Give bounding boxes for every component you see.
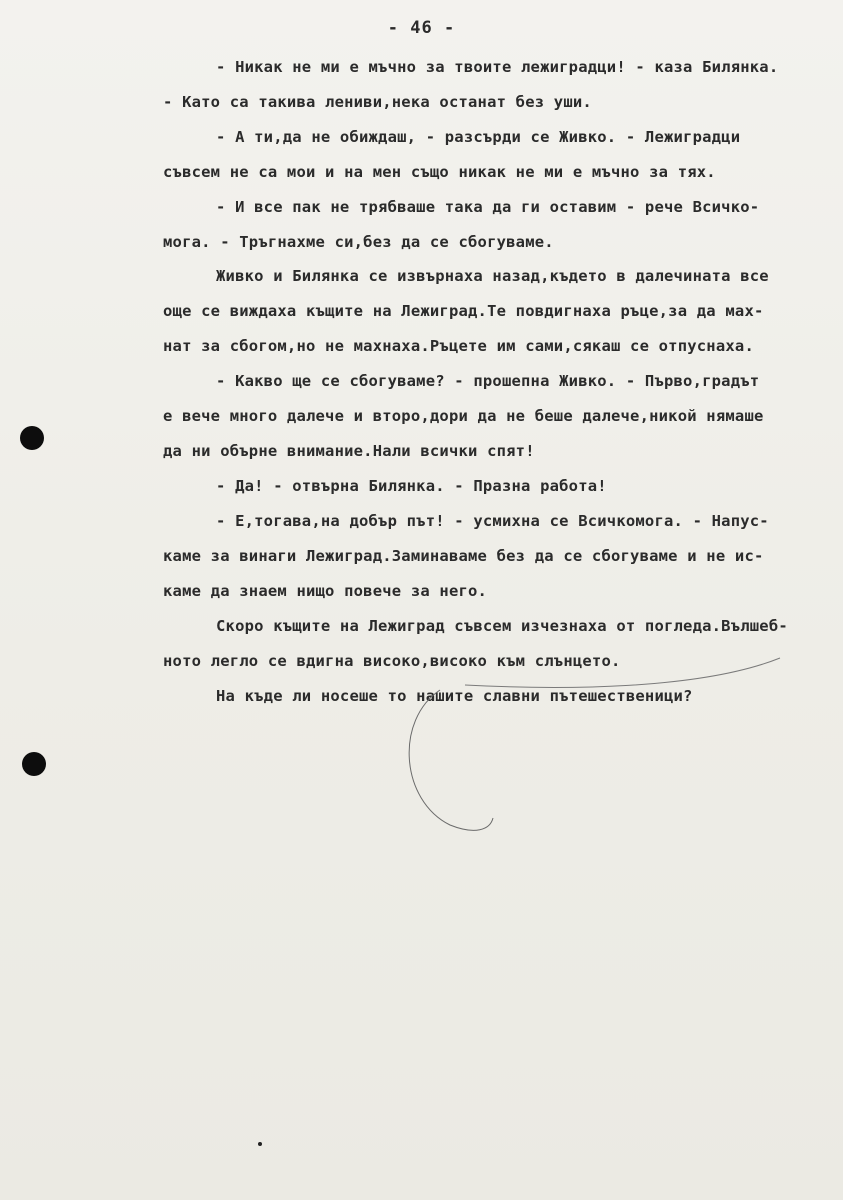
text-line: Живко и Билянка се извърнаха назад,където в далечината все — [216, 267, 769, 285]
text-line: На къде ли носеше то нашите славни пътешественици? — [216, 687, 693, 705]
text-line: каме да знаем нищо повече за него. — [163, 582, 488, 600]
page-number: - 46 - — [387, 18, 456, 38]
text-line: мога. - Тръгнахме си,без да се сбогуваме. — [163, 233, 554, 251]
text-line: - Да! - отвърна Билянка. - Празна работа! — [216, 477, 607, 495]
text-line: - Като са такива лениви,нека останат без уши. — [163, 93, 592, 111]
text-line: - Какво ще се сбогуваме? - прошепна Живко. - Първо,градът — [216, 372, 760, 390]
text-line: каме за винаги Лежиград.Заминаваме без да се сбогуваме и не ис- — [163, 547, 764, 565]
text-line: е вече много далече и второ,дори да не беше далече,никой нямаше — [163, 407, 764, 425]
text-line: съвсем не са мои и на мен също никак не ми е мъчно за тях. — [163, 163, 716, 181]
text-line: - Никак не ми е мъчно за твоите лежиградци! - каза Билянка. — [216, 58, 779, 76]
text-line: ното легло се вдигна високо,високо към слънцето. — [163, 652, 621, 670]
text-line: нат за сбогом,но не махнаха.Ръцете им сами,сякаш се отпуснаха. — [163, 337, 754, 355]
text-line: Скоро къщите на Лежиград съвсем изчезнаха от погледа.Вълшеб- — [216, 617, 788, 635]
text-line: да ни обърне внимание.Нали всички спят! — [163, 442, 535, 460]
text-line: още се виждаха къщите на Лежиград.Те повдигнаха ръце,за да мах- — [163, 302, 764, 320]
text-line: - И все пак не трябваше така да ги оставим - рече Всичко- — [216, 198, 760, 216]
text-line: - А ти,да не обиждаш, - разсърди се Живко. - Лежиградци — [216, 128, 741, 146]
text-line: - Е,тогава,на добър път! - усмихна се Всичкомога. - Напус- — [216, 512, 769, 530]
